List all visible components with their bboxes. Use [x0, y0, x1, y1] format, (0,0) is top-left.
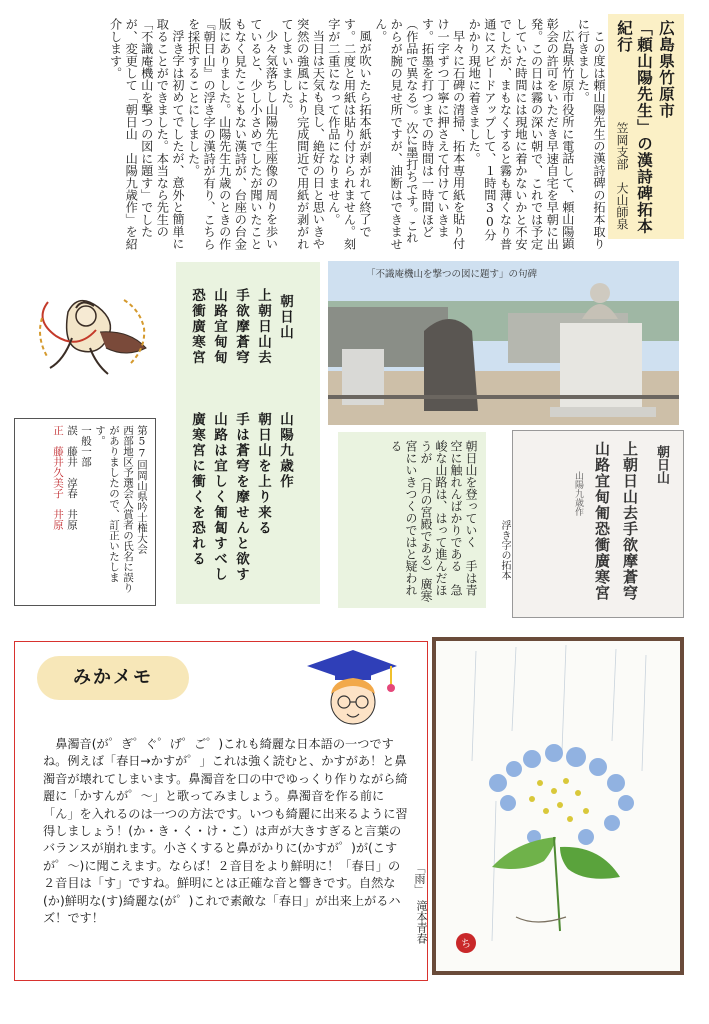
- graduate-mascot-illustration: [287, 646, 407, 730]
- poem-author: 山陽九歳作: [277, 412, 293, 490]
- page-title: 「頼山陽先生」の漢詩碑拓本紀行: [615, 20, 654, 235]
- main-article: [10, 18, 606, 250]
- article-paragraph: 浮き字は初めてでしたが、意外と簡単に取ることができました。本当なら先生の「不識庵機山を撃つの図に題す」でしたが、変更して「朝日山 山陽九歳作」を紹介します。: [108, 18, 185, 250]
- photo-caption: 「不識庵機山を撃つの図に題す」の句碑: [366, 269, 538, 280]
- article-paragraph: 少々気落ちし山陽先生座像の周りを歩いていると、少し小さめでしたが聞いたこともなく見たこともない漢詩が、台座の台金版にありました。山陽先生九歳のときの作『朝日山』の浮き字の漢詩が有り、こちらを採択することにしました。: [186, 18, 279, 250]
- poem-reading: 廣寒宮に衝くを恐れる: [189, 412, 205, 567]
- rubbing-column: 上朝日山去手欲摩蒼穹: [621, 441, 639, 601]
- poem-line: 恐衝廣寒宮: [189, 288, 205, 366]
- title-box: [608, 14, 684, 239]
- wind-god-illustration: [28, 282, 158, 392]
- painting-caption: 「雨」: [413, 862, 426, 895]
- translation-text: 朝日山を登っていく 手は青空に触れんばかりである 急峻な山路は、はって進んだほうが （月の宮殿である）廣寒宮にいきつくのではと疑われる: [389, 440, 478, 602]
- wrong-label: 誤: [66, 425, 78, 436]
- rubbing-title: 朝日山: [654, 445, 669, 484]
- correction-line: 西部地区予選会入賞者の氏名に誤りがありましたので、訂正いたします。: [94, 425, 134, 593]
- right-name: 藤井久美子 井原: [52, 446, 64, 530]
- poem-line: 手欲摩蒼穹: [233, 288, 249, 366]
- correction-notice: [14, 418, 156, 606]
- rubbing-image: [512, 430, 684, 618]
- correction-text: [51, 425, 149, 599]
- artist-seal-icon: ち: [461, 939, 471, 950]
- poem-line: 山路宜甸甸: [211, 288, 227, 366]
- rubbing-caption: 浮き字の拓本: [499, 520, 510, 580]
- article-paragraph: 風が吹いたら拓本紙が剥がれて終了です。二度と用紙は貼り付けられません。刻字が二重になって作品になりません。: [326, 18, 373, 250]
- poem-box: [176, 262, 320, 604]
- memo-title: みかメモ: [37, 656, 189, 700]
- poem-title: 朝日山: [277, 294, 293, 341]
- article-paragraph: 早々に石碑の清掃、拓本専用紙を貼り付け一字ずつ丁寧に押さえて付けていきます。拓墨を打つまでの時間は一時間ほど（作品で異なる）。次に墨打ちです。これからが腕の見せ所ですが、油断はできません。: [373, 18, 466, 250]
- article-author: 笠岡支部 大山師泉: [615, 122, 629, 230]
- correction-line: 一般一部: [80, 425, 92, 467]
- wrong-name: 藤井 淳春 井原: [66, 446, 78, 530]
- poem-reading: 手は蒼穹を摩せんと欲す: [233, 412, 249, 583]
- memo-body: 鼻濁音(が゜ぎ゜ぐ゜げ゜ご゜)これも綺麗な日本語の一つですね。例えば「春日→かすが゜」これは強く読むと、かすがあ！と鼻濁音が壊れてしまいます。鼻濁音を口の中でゆっくり作りながら綺麗に「かすんが゜～」と歌ってみましょう。鼻濁音を作る前に「ん」を入れるのは一つの方法です。いつも綺麗に出来るように習得しましょう！(か・き・く・け・こ）は声が大きすぎると言葉のバランスが崩れます。小さくすると鼻がかりに(かすが゜)が(こすが゜～)に聞こえます。ならば！２音目をより鮮明に！「春日」の２音目は「す」ですね。鮮明にとは正確な音と響きです。自然な(か)鮮明な(す)綺麗な(が゜)これで素敵な「春日」が出来上がるハズ！です！: [43, 737, 408, 926]
- article-paragraph: この度は頼山陽先生の漢詩碑の拓本取りに行きました。: [576, 18, 606, 250]
- translation-box: [338, 432, 486, 608]
- rubbing-side: 山陽九歳作: [573, 471, 583, 516]
- correction-line: 第57回岡山県吟士権大会: [136, 425, 148, 554]
- hydrangea-painting: [432, 637, 684, 975]
- right-label: 正: [52, 425, 64, 436]
- article-paragraph: 当日は天気も良し、絶好の日と思いきや突然の強風により完成間近で用紙が剥がれてしまいました。: [280, 18, 326, 250]
- rubbing-column: 山路宜甸匍恐衝廣寒宮: [593, 441, 611, 601]
- article-paragraph: 広島県竹原市役所に電話して、頼山陽顕彰会の許可をいただき早速自宅を早朝に出発。この日は霧の深い朝で、これでは予定していた時間には現地に着かないかと不安でしたが、まもなくすると霧も薄くなり普通にスピードアップして、１時間30分かかり現地に着きました。: [467, 18, 575, 250]
- monument-photo: [328, 261, 679, 425]
- poem-reading: 山路は宜しく匍匐すべし: [211, 412, 227, 583]
- poem-line: 上朝日山去: [255, 288, 271, 366]
- painting-author: 滝本青春: [415, 900, 428, 944]
- memo-box: [14, 641, 428, 981]
- title-location: 広島県竹原市: [657, 20, 676, 119]
- poem-reading: 朝日山を上り来る: [255, 412, 271, 536]
